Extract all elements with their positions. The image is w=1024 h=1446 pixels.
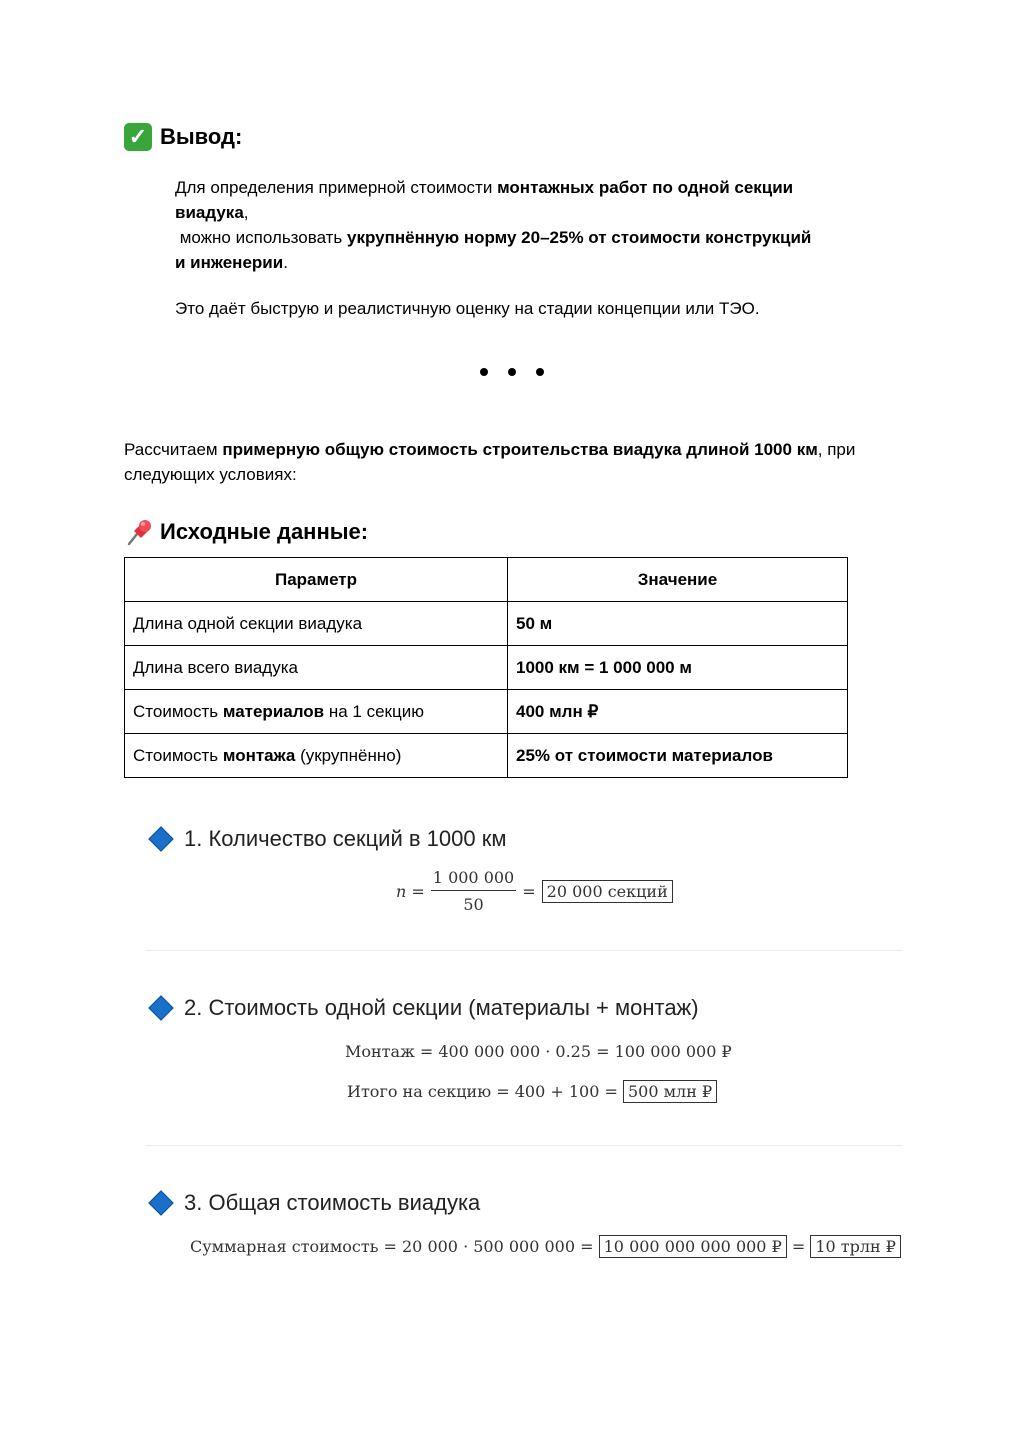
step-title: 1. Количество секций в 1000 км [184, 826, 507, 851]
table-row [125, 734, 848, 778]
intro-paragraph [124, 437, 874, 487]
bold-span: монтажных работ по одной секции виадука [175, 178, 794, 222]
value-cell: 1000 км = 1 000 000 м [508, 646, 848, 690]
step-3-heading [148, 1190, 480, 1216]
input-data-heading-text: Исходные данные: [160, 519, 369, 544]
text-span: Рассчитаем [124, 440, 223, 459]
conclusion-paragraph-1 [175, 175, 815, 275]
equals-sign: = [791, 1237, 806, 1256]
step-title: 2. Стоимость одной секции (материалы + монтаж) [184, 995, 699, 1020]
blue-diamond-icon [148, 995, 173, 1020]
text-span: . [283, 253, 288, 272]
bold-span: укрупнённую норму 20–25% от стоимости конструкций и инженерии [175, 228, 812, 272]
text-span: , при следующих условиях: [124, 440, 856, 484]
boxed-result: 500 млн ₽ [623, 1080, 717, 1103]
value-cell: 50 м [508, 602, 848, 646]
table-row [125, 602, 848, 646]
formula-assembly-cost: Монтаж = 400 000 000 · 0.25 = 100 000 000 ₽ [345, 1042, 732, 1061]
parameter-cell: Длина всего виадука [125, 646, 508, 690]
input-data-table [124, 557, 848, 778]
step-2-heading [148, 995, 699, 1021]
fraction-numerator: 1 000 000 [431, 868, 516, 891]
formula-text: Суммарная стоимость = 20 000 · 500 000 000 = [190, 1237, 594, 1256]
formula-total-cost [190, 1237, 901, 1256]
pushpin-icon [124, 517, 154, 547]
table-row [125, 646, 848, 690]
divider [146, 1145, 902, 1146]
text-span: Для определения примерной стоимости [175, 178, 498, 197]
conclusion-paragraph-2: Это даёт быструю и реалистичную оценку на стадии концепции или ТЭО. [175, 299, 760, 318]
formula-section-total [347, 1082, 717, 1101]
boxed-result: 20 000 секций [542, 880, 673, 903]
boxed-result: 10 000 000 000 000 ₽ [599, 1235, 787, 1258]
formula-section-count [396, 868, 673, 914]
blue-diamond-icon [148, 826, 173, 851]
boxed-result: 10 трлн ₽ [810, 1235, 901, 1258]
step-title: 3. Общая стоимость виадука [184, 1190, 481, 1215]
column-header: Параметр [125, 558, 508, 602]
blue-diamond-icon [148, 1190, 173, 1215]
fraction [431, 868, 516, 914]
equals-sign: = [522, 881, 536, 901]
table-header-row [125, 558, 848, 602]
text-span: можно использовать [175, 228, 348, 247]
section-separator-dots [480, 368, 544, 376]
formula-text: Итого на секцию = 400 + 100 = [347, 1082, 618, 1101]
fraction-denominator: 50 [463, 895, 484, 914]
text-span: , [243, 203, 249, 222]
conclusion-heading [124, 123, 242, 151]
step-1-heading [148, 826, 506, 852]
parameter-cell: Стоимость монтажа (укрупнённо) [125, 734, 508, 778]
parameter-cell: Длина одной секции виадука [125, 602, 508, 646]
table-row [125, 690, 848, 734]
column-header: Значение [508, 558, 848, 602]
check-mark-icon: ✓ [124, 123, 152, 151]
formula-lhs: n = [396, 881, 425, 901]
divider [146, 950, 902, 951]
value-cell: 400 млн ₽ [508, 690, 848, 734]
input-data-heading [124, 517, 368, 547]
bold-span: примерную общую стоимость строительства виадука длиной 1000 км [222, 440, 818, 459]
parameter-cell: Стоимость материалов на 1 секцию [125, 690, 508, 734]
value-cell: 25% от стоимости материалов [508, 734, 848, 778]
conclusion-heading-text: Вывод: [160, 124, 243, 149]
